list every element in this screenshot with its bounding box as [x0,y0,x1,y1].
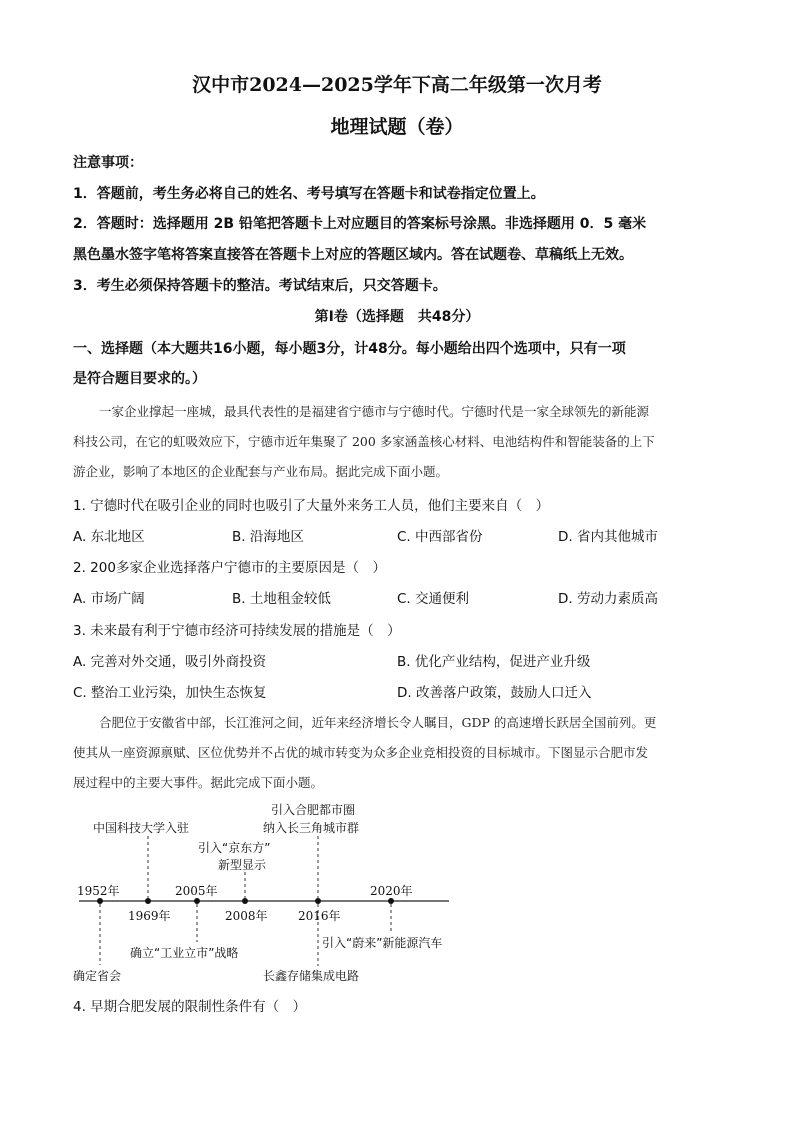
passage1-line-3: 游企业，影响了本地区的企业配套与产业布局。据此完成下面小题。 [73,464,449,479]
exam-title: 汉中市2024—2025学年下高二年级第一次月考 [192,74,602,96]
section-instructions-1: 一、选择题（本大题共16小题，每小题3分，计48分。每小题给出四个选项中，只有一项 [73,341,626,357]
event-2008-line-1: 引入“京东方” [198,841,271,855]
question-2-option-b[interactable]: B. 土地租金较低 [232,591,331,607]
notice-heading: 注意事项： [73,155,143,171]
passage2-line-3: 展过程中的主要大事件。据此完成下面小题。 [73,775,324,790]
question-1-option-d[interactable]: D. 省内其他城市 [558,529,658,545]
event-2016-top-line-2: 纳入长三角城市群 [263,821,360,835]
event-2008-line-2: 新型显示 [218,858,267,872]
point-1969 [145,898,151,904]
event-2005: 确立“工业立市”战略 [130,946,239,960]
question-3-stem: 3. 未来最有利于宁德市经济可持续发展的措施是（ ） [73,623,401,639]
event-2016-bottom: 长鑫存储集成电路 [263,969,360,983]
year-2005: 2005年 [175,884,218,898]
passage1-line-1: 一家企业撑起一座城，最具代表性的是福建省宁德市与宁德时代。宁德时代是一家全球领先的新能源 [99,404,650,419]
section-instructions-2: 是符合题目要求的。） [73,371,206,387]
question-1-option-a[interactable]: A. 东北地区 [73,529,145,545]
question-3-option-c[interactable]: C. 整治工业污染，加快生态恢复 [73,685,267,701]
year-2008: 2008年 [225,909,268,923]
year-2020: 2020年 [370,884,413,898]
point-2008 [242,898,248,904]
question-1-stem: 1. 宁德时代在吸引企业的同时也吸引了大量外来务工人员，他们主要来自（ ） [73,498,550,514]
question-1-option-b[interactable]: B. 沿海地区 [232,529,304,545]
year-1969: 1969年 [128,909,171,923]
event-1969: 中国科技大学入驻 [93,821,190,835]
exam-subtitle: 地理试题（卷） [330,116,464,138]
event-1952: 确定省会 [73,969,122,983]
notice-item-2: 2．答题时：选择题用 2B 铅笔把答题卡上对应题目的答案标号涂黑。非选择题用 0．5 毫米 [73,216,647,232]
notice-item-1: 1．答题前，考生务必将自己的姓名、考号填写在答题卡和试卷指定位置上。 [73,186,545,202]
question-2-stem: 2. 200多家企业选择落户宁德市的主要原因是（ ） [73,560,386,576]
passage2-line-2: 使其从一座资源禀赋、区位优势并不占优的城市转变为众多企业竞相投资的目标城市。下图显示合肥市发 [73,745,649,760]
question-2-option-d[interactable]: D. 劳动力素质高 [558,591,658,607]
event-2020: 引入“蔚来”新能源汽车 [322,936,443,950]
section-title: 第Ⅰ卷（选择题 共48分） [314,309,480,325]
question-2-option-a[interactable]: A. 市场广阔 [73,591,145,607]
question-4-stem: 4. 早期合肥发展的限制性条件有（ ） [73,999,307,1015]
question-3-option-b[interactable]: B. 优化产业结构，促进产业升级 [397,654,591,670]
year-2016: 2016年 [298,909,341,923]
year-1952: 1952年 [77,884,120,898]
question-3-option-d[interactable]: D. 改善落户政策，鼓励人口迁入 [397,685,592,701]
question-3-option-a[interactable]: A. 完善对外交通，吸引外商投资 [73,654,267,670]
notice-item-3: 3．考生必须保持答题卡的整洁。考试结束后，只交答题卡。 [73,278,447,294]
question-2-option-c[interactable]: C. 交通便利 [397,591,470,607]
event-2016-top-line-1: 引入合肥都市圈 [271,803,356,817]
passage2-line-1: 合肥位于安徽省中部，长江淮河之间，近年来经济增长令人瞩目，GDP 的高速增长跃居全国前列。更 [99,715,657,730]
question-1-option-c[interactable]: C. 中西部省份 [397,529,483,545]
notice-item-2-cont: 黑色墨水签字笔将答案直接答在答题卡上对应的答题区域内。答在试题卷、草稿纸上无效。 [73,247,633,263]
passage1-line-2: 科技公司，在它的虹吸效应下，宁德市近年集聚了 200 多家涵盖核心材料、电池结构件和智能装备的上下 [73,434,655,449]
point-2016 [315,898,321,904]
